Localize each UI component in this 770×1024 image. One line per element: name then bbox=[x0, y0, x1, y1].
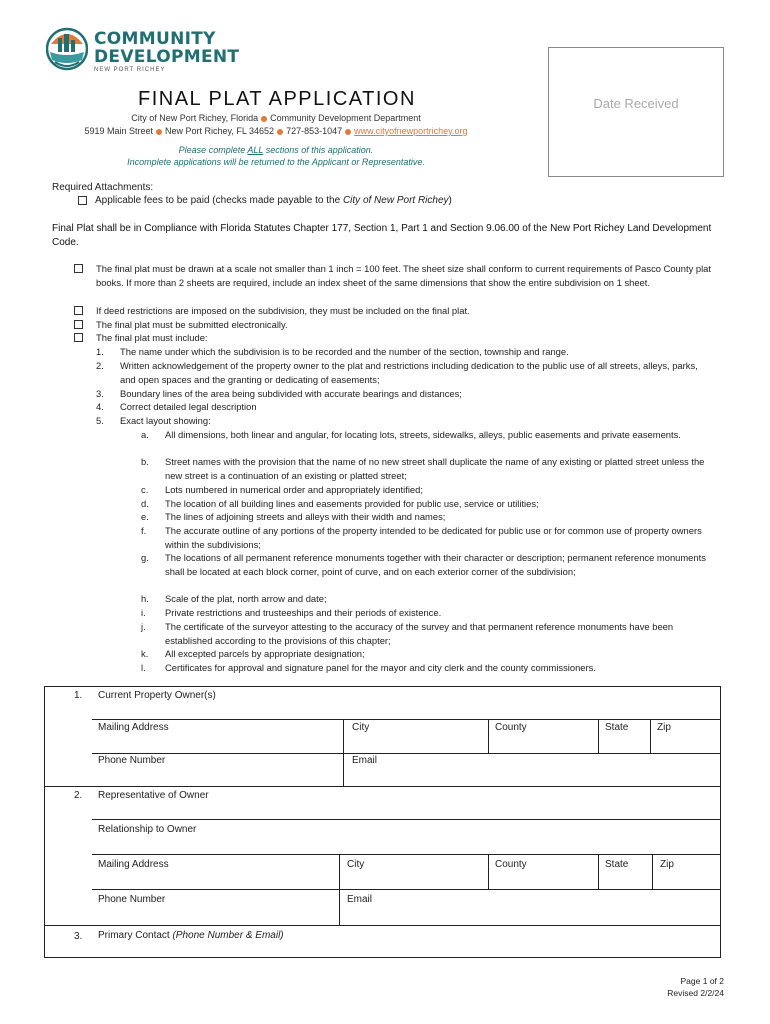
form-rule bbox=[44, 786, 721, 787]
list-text: Written acknowledgement of the property owner to the plat and restrictions including dedication to the public use of all streets, alleys, parks, and open spaces and the granting or dedicating of easements; bbox=[120, 360, 698, 385]
list-text: The name under which the subdivision is to be recorded and the number of the section, township and range. bbox=[120, 346, 569, 357]
community-development-logo bbox=[46, 18, 246, 80]
list-text: All excepted parcels by appropriate designation; bbox=[165, 648, 365, 659]
checkbox[interactable] bbox=[74, 264, 83, 273]
rep-email-field[interactable]: Email bbox=[347, 894, 373, 905]
form-rule bbox=[650, 719, 651, 753]
city-seal-icon bbox=[46, 18, 88, 80]
form-rule bbox=[92, 819, 721, 820]
list-text: All dimensions, both linear and angular, for locating lots, streets, sidewalks, alleys, public easements and private easements. bbox=[165, 429, 681, 440]
page-title: FINAL PLAT APPLICATION bbox=[138, 88, 416, 110]
list-text: Boundary lines of the area being subdivided with accurate bearings and distances; bbox=[120, 388, 462, 399]
bullet-dot-icon bbox=[277, 129, 283, 135]
rep-mailing-address-field[interactable]: Mailing Address bbox=[98, 859, 169, 870]
list-text: Lots numbered in numerical order and appropriately identified; bbox=[165, 484, 423, 495]
checklist-text: If deed restrictions are imposed on the subdivision, they must be included on the final plat. bbox=[96, 305, 470, 316]
contact-line-2 bbox=[76, 126, 476, 136]
list-text: Exact layout showing: bbox=[120, 415, 211, 426]
form-rule bbox=[44, 925, 721, 926]
checklist-text: The final plat must be submitted electronically. bbox=[96, 319, 288, 330]
phone-number: 727-853-1047 bbox=[286, 126, 343, 136]
owner-city-field[interactable]: City bbox=[352, 722, 370, 733]
list-letter: b. bbox=[141, 456, 149, 467]
checkbox[interactable] bbox=[78, 196, 87, 205]
list-letter: k. bbox=[141, 648, 149, 659]
list-text: The locations of all permanent reference monuments together with their character or description; permanent reference monuments shall be located at each block corner, point of curve, and on each exterior corner of the subdivision; bbox=[165, 552, 706, 577]
logo-development-text: DEVELOPMENT bbox=[94, 47, 240, 67]
bullet-dot-icon bbox=[345, 129, 351, 135]
owner-zip-field[interactable]: Zip bbox=[657, 722, 671, 733]
owner-phone-field[interactable]: Phone Number bbox=[98, 755, 166, 766]
revised-date: Revised 2/2/24 bbox=[667, 988, 724, 998]
logo-community-text: COMMUNITY bbox=[94, 29, 216, 49]
checklist-text: The final plat must be drawn at a scale not smaller than 1 inch = 100 feet. The sheet size shall conform to current requirements of Pasco County plat books. If more than 2 sheets are required, include an index sheet of the same dimensions that show the entire subdivision on 1 sheet. bbox=[96, 263, 711, 288]
owner-county-field[interactable]: County bbox=[495, 722, 527, 733]
list-text: The location of all building lines and easements provided for public use, service or utilities; bbox=[165, 498, 539, 509]
page-number: Page 1 of 2 bbox=[680, 976, 724, 986]
req-text: ) bbox=[448, 195, 452, 206]
required-attachments-heading: Required Attachments: bbox=[52, 182, 154, 193]
list-letter: g. bbox=[141, 552, 149, 563]
primary-contact-field[interactable] bbox=[98, 930, 284, 941]
form-rule bbox=[598, 719, 599, 753]
list-letter: l. bbox=[141, 662, 146, 673]
list-text: Street names with the provision that the name of no new street shall duplicate the name of any existing or platted street unless the new street is a continuation of an existing or platted street; bbox=[165, 456, 705, 481]
note-text: sections of this application. bbox=[263, 145, 374, 155]
section-3-number: 3. bbox=[74, 931, 83, 942]
list-number: 3. bbox=[96, 388, 104, 399]
owner-email-field[interactable]: Email bbox=[352, 755, 378, 766]
form-rule bbox=[343, 719, 344, 786]
incomplete-note: Incomplete applications will be returned to the Applicant or Representative. bbox=[127, 157, 425, 167]
form-rule bbox=[652, 854, 653, 889]
list-letter: a. bbox=[141, 429, 149, 440]
rep-zip-field[interactable]: Zip bbox=[660, 859, 674, 870]
req-text: Applicable fees to be paid (checks made payable to the bbox=[95, 195, 343, 206]
primary-contact-note: (Phone Number & Email) bbox=[172, 930, 284, 941]
section-2-number: 2. bbox=[74, 790, 83, 801]
rep-phone-field[interactable]: Phone Number bbox=[98, 894, 166, 905]
list-letter: j. bbox=[141, 621, 146, 632]
bullet-dot-icon bbox=[261, 116, 267, 122]
current-owner-field[interactable]: Current Property Owner(s) bbox=[98, 690, 216, 701]
required-fee-item bbox=[78, 195, 452, 206]
note-all: ALL bbox=[247, 145, 264, 155]
department-name: Community Development Department bbox=[270, 113, 421, 123]
form-rule bbox=[339, 854, 340, 925]
list-number: 1. bbox=[96, 346, 104, 357]
list-text: Certificates for approval and signature panel for the mayor and city clerk and the county commissioners. bbox=[165, 662, 596, 673]
rep-county-field[interactable]: County bbox=[495, 859, 527, 870]
form-rule bbox=[598, 854, 599, 889]
list-letter: d. bbox=[141, 498, 149, 509]
owner-mailing-address-field[interactable]: Mailing Address bbox=[98, 722, 169, 733]
list-letter: c. bbox=[141, 484, 149, 495]
logo-subtext: NEW PORT RICHEY bbox=[94, 67, 166, 73]
list-text: The accurate outline of any portions of the property intended to be dedicated for public use or for common use of property owners within the subdivisions; bbox=[165, 525, 702, 550]
website-link[interactable]: www.cityofnewportrichey.org bbox=[354, 126, 468, 136]
owner-state-field[interactable]: State bbox=[605, 722, 629, 733]
list-text: Correct detailed legal description bbox=[120, 401, 257, 412]
list-text: Scale of the plat, north arrow and date; bbox=[165, 593, 327, 604]
relationship-field[interactable]: Relationship to Owner bbox=[98, 824, 197, 835]
list-number: 4. bbox=[96, 401, 104, 412]
list-number: 5. bbox=[96, 415, 104, 426]
checklist-text: The final plat must include: bbox=[96, 332, 208, 343]
bullet-dot-icon bbox=[156, 129, 162, 135]
contact-line-1 bbox=[76, 113, 476, 123]
rep-city-field[interactable]: City bbox=[347, 859, 365, 870]
representative-field[interactable]: Representative of Owner bbox=[98, 790, 209, 801]
street-address: 5919 Main Street bbox=[84, 126, 154, 136]
date-received-label: Date Received bbox=[593, 96, 679, 111]
list-letter: h. bbox=[141, 593, 149, 604]
compliance-statement: Final Plat shall be in Compliance with Florida Statutes Chapter 177, Section 1, Part 1 and Section 9.06.00 of the New Port Richey Land Development Code. bbox=[52, 223, 712, 248]
checkbox[interactable] bbox=[74, 333, 83, 342]
list-letter: f. bbox=[141, 525, 147, 536]
checkbox[interactable] bbox=[74, 320, 83, 329]
form-rule bbox=[92, 854, 721, 855]
date-received-box[interactable] bbox=[548, 47, 724, 177]
complete-all-note bbox=[76, 145, 476, 155]
checkbox[interactable] bbox=[74, 306, 83, 315]
form-rule bbox=[488, 719, 489, 753]
list-text: The certificate of the surveyor attesting to the accuracy of the survey and that permanent reference monuments have been established according to the provisions of this chapter; bbox=[165, 621, 674, 646]
list-letter: e. bbox=[141, 511, 149, 522]
form-rule bbox=[92, 753, 721, 754]
form-rule bbox=[92, 719, 721, 720]
list-text: The lines of adjoining streets and alleys with their width and names; bbox=[165, 511, 446, 522]
list-letter: i. bbox=[141, 607, 146, 618]
list-number: 2. bbox=[96, 360, 104, 371]
list-text: Private restrictions and trusteeships and their periods of existence. bbox=[165, 607, 442, 618]
note-text: Please complete bbox=[178, 145, 248, 155]
city-name: City of New Port Richey, Florida bbox=[131, 113, 259, 123]
city-state-zip: New Port Richey, FL 34652 bbox=[165, 126, 275, 136]
rep-state-field[interactable]: State bbox=[605, 859, 629, 870]
primary-contact-label: Primary Contact bbox=[98, 930, 173, 941]
form-rule bbox=[488, 854, 489, 889]
form-rule bbox=[92, 889, 721, 890]
section-1-number: 1. bbox=[74, 690, 83, 701]
req-text-em: City of New Port Richey bbox=[342, 195, 449, 206]
